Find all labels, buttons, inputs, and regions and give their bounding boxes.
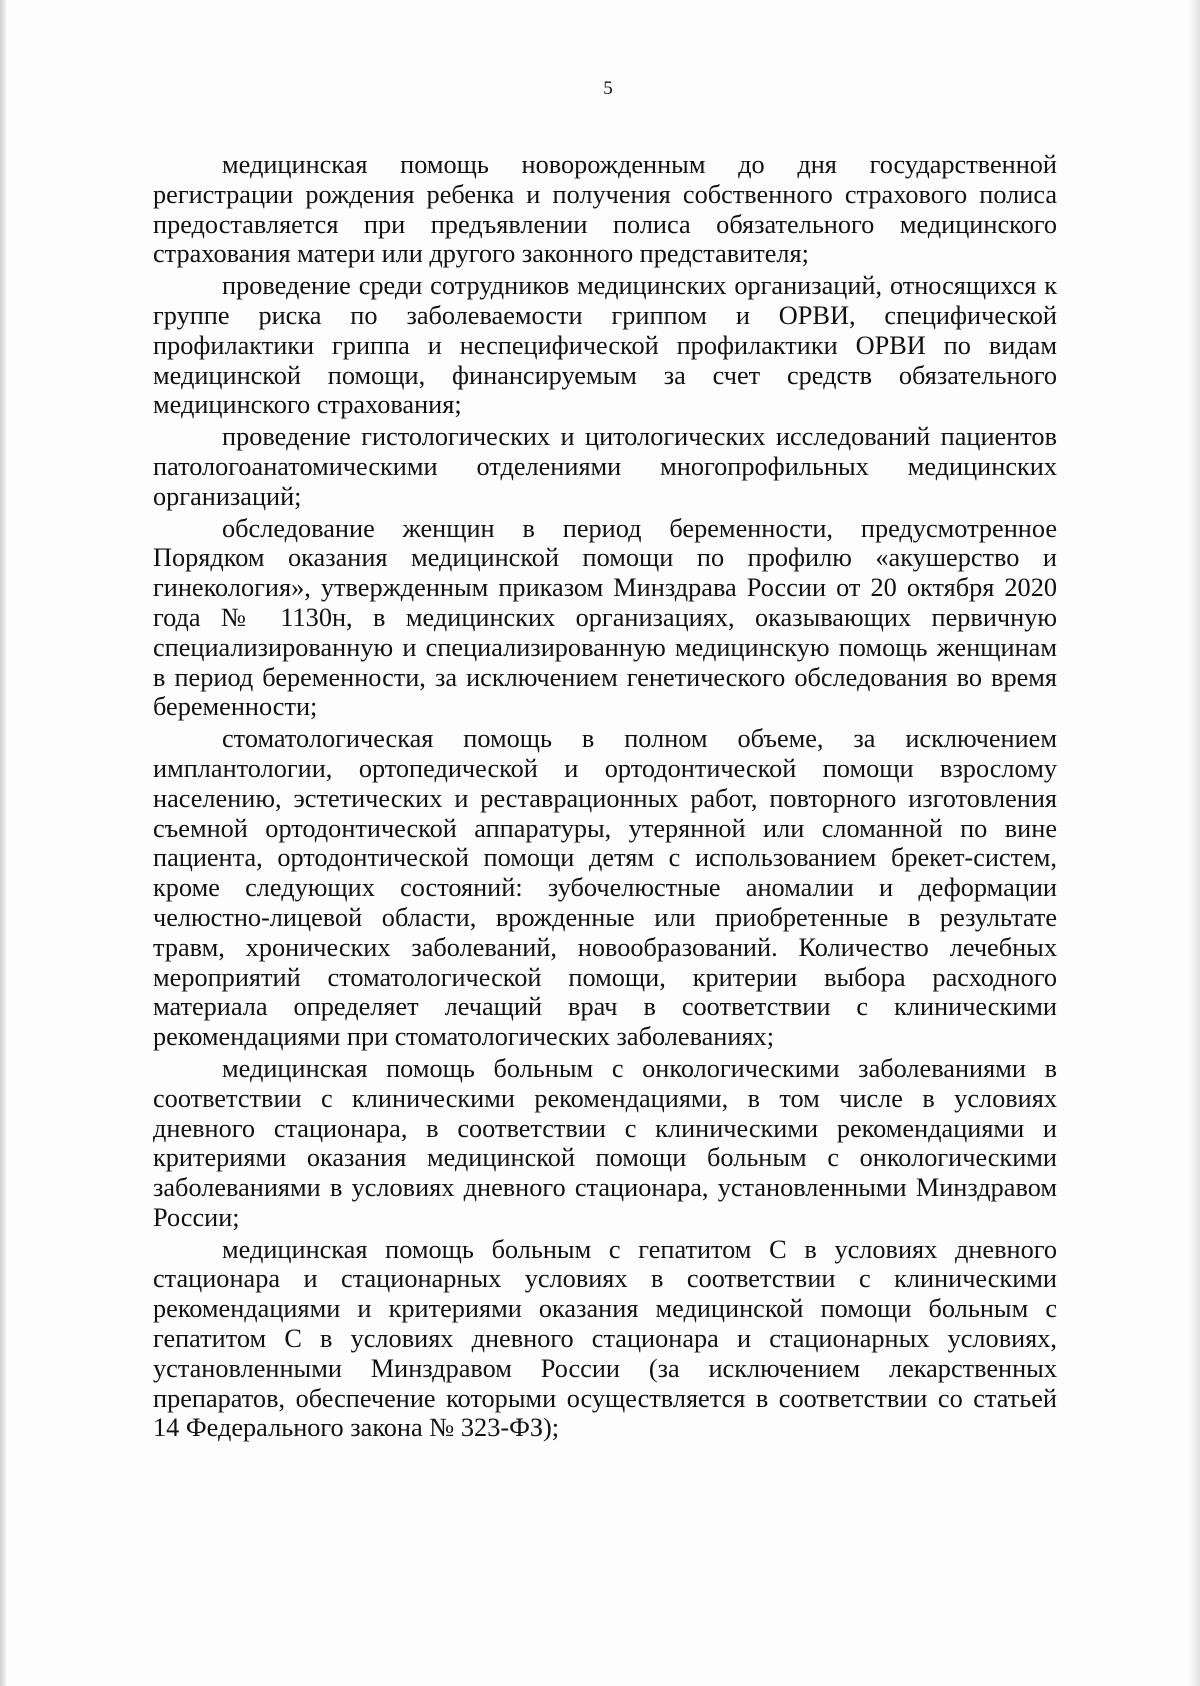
page-number: 5 xyxy=(603,78,613,99)
paragraph-oncology-care: медицинская помощь больным с онкологическими заболеваниями в соответствии с клиническими рекомендациями, в том числе в условиях дневного стационара, в соответствии с клиническими рекомендациями и критериями оказания медицинской помощи больным с онкологическими заболеваниями в условиях дневного стационара, установленными Минздравом России; xyxy=(153,1053,1057,1232)
scan-edge-right xyxy=(1188,0,1200,1686)
paragraph-dental-care: стоматологическая помощь в полном объеме, за исключением имплантологии, ортопедической и ортодонтической помощи взрослому населению, эстетических и реставрационных работ, повторного изготовления съемной ортодонтической аппаратуры, утерянной или сломанной по вине пациента, ортодонтической помощи детям с использованием брекет-систем, кроме следующих состояний: зубочелюстные аномалии и деформации челюстно-лицевой области, врожденные или приобретенные в результате травм, хронических заболеваний, новообразований. Количество лечебных мероприятий стоматологической помощи, критерии выбора расходного материала определяет лечащий врач в соответствии с клиническими рекомендациями при стоматологических заболеваниях; xyxy=(153,724,1057,1052)
paragraph-newborn-care: медицинская помощь новорожденным до дня государственной регистрации рождения ребенка и получения собственного страхового полиса предоставляется при предъявлении полиса обязательного медицинского страхования матери или другого законного представителя; xyxy=(153,150,1057,269)
scan-edge-left xyxy=(0,0,6,1686)
document-body xyxy=(153,150,1057,1445)
paragraph-hepatitis-c-care: медицинская помощь больным с гепатитом С в условиях дневного стационара и стационарных условиях в соответствии с клиническими рекомендациями и критериями оказания медицинской помощи больным с гепатитом С в условиях дневного стационара и стационарных условиях, установленными Минздравом России (за исключением лекарственных препаратов, обеспечение которыми осуществляется в соответствии со статьей 14 Федерального закона № 323-ФЗ); xyxy=(153,1234,1057,1443)
paragraph-pregnancy-examination: обследование женщин в период беременности, предусмотренное Порядком оказания медицинской помощи по профилю «акушерство и гинекология», утвержденным приказом Минздрава России от 20 октября 2020 года № 1130н, в медицинских организациях, оказывающих первичную специализированную и специализированную медицинскую помощь женщинам в период беременности, за исключением генетического обследования во время беременности; xyxy=(153,513,1057,722)
paragraph-histology-cytology: проведение гистологических и цитологических исследований пациентов патологоанатомическими отделениями многопрофильных медицинских организаций; xyxy=(153,422,1057,511)
paragraph-flu-prophylaxis: проведение среди сотрудников медицинских организаций, относящихся к группе риска по заболеваемости гриппом и ОРВИ, специфической профилактики гриппа и неспецифической профилактики ОРВИ по видам медицинской помощи, финансируемым за счет средств обязательного медицинского страхования; xyxy=(153,271,1057,420)
